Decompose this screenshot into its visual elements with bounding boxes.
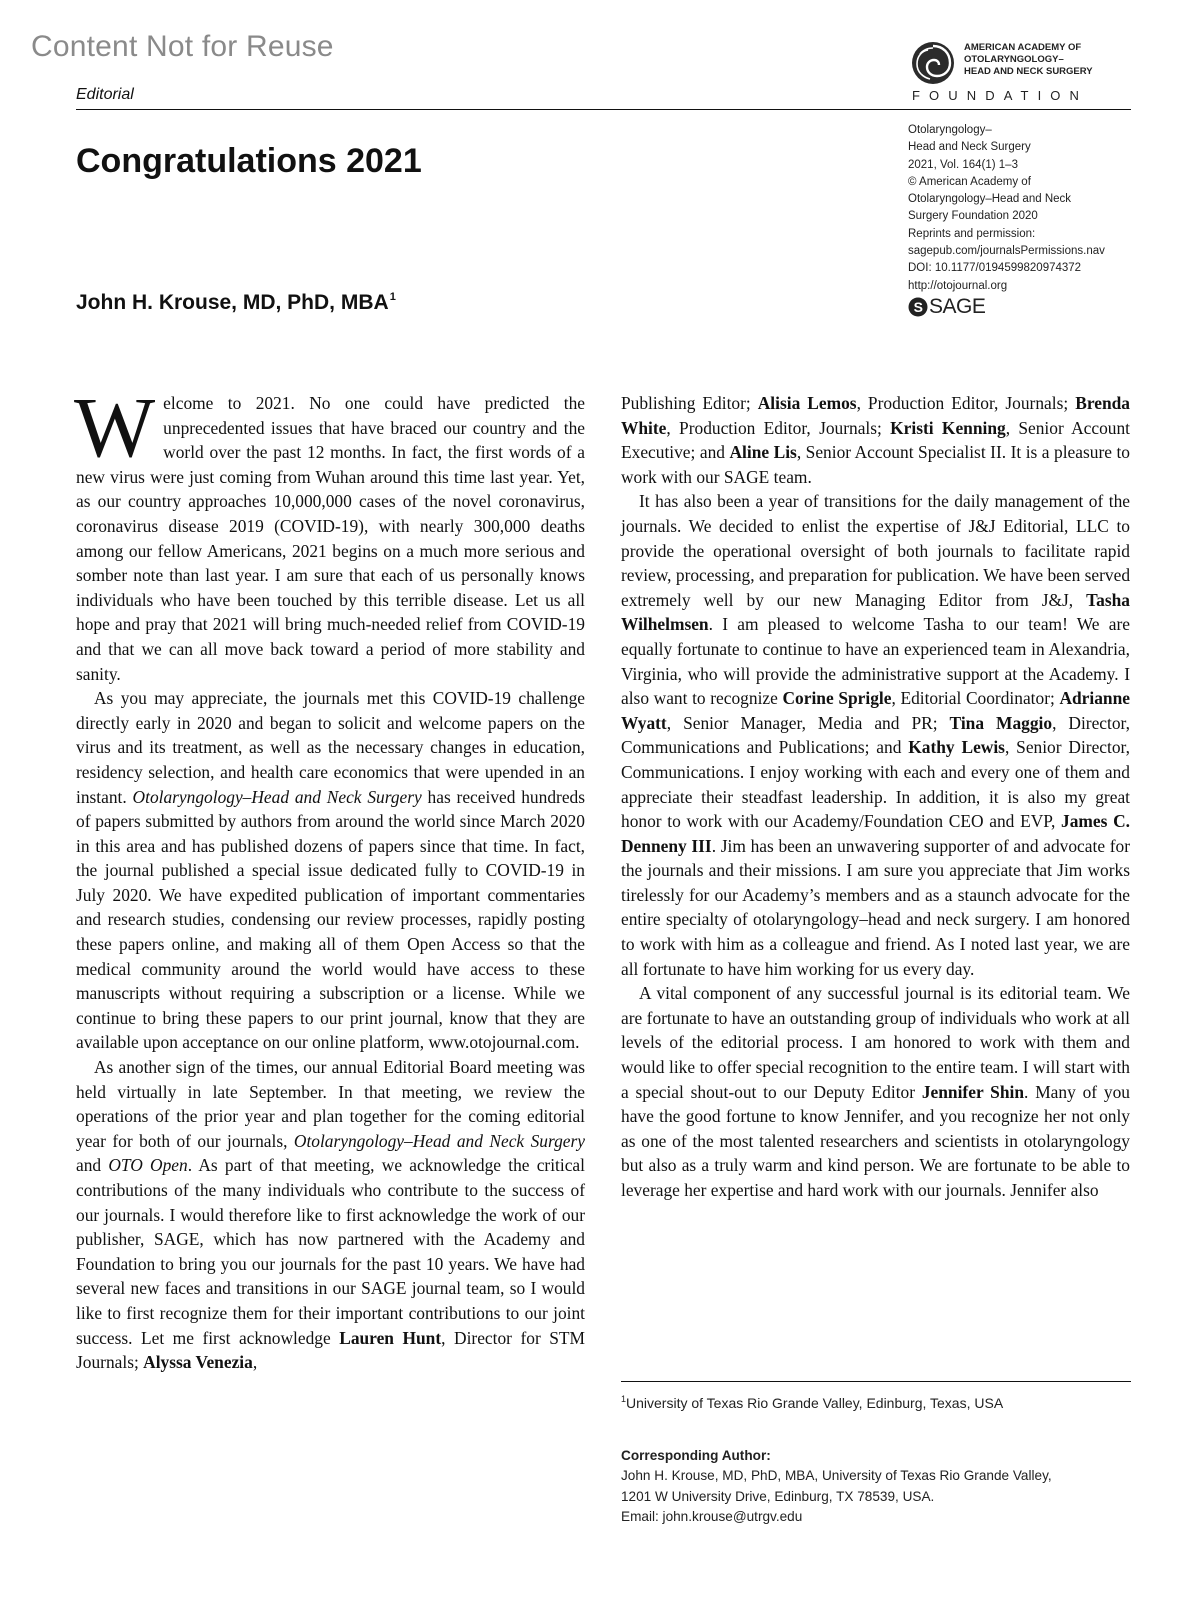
affiliation-text: University of Texas Rio Grande Valley, Edinburg, Texas, USA — [626, 1395, 1004, 1411]
author-name: John H. Krouse, MD, PhD, MBA — [76, 291, 389, 314]
person-name: Tina Maggio — [949, 712, 1053, 733]
journal-info-line: Surgery Foundation 2020 — [908, 210, 1038, 223]
journal-info-line: Head and Neck Surgery — [908, 141, 1031, 154]
journal-name: OTO Open — [108, 1155, 188, 1176]
sage-mark-icon — [908, 297, 928, 317]
journal-name: Otolaryngology–Head and Neck Surgery — [293, 1130, 585, 1151]
body-column-left — [74, 379, 585, 1375]
journal-info-line: Reprints and permission: — [908, 227, 1036, 240]
person-name: Corine Sprigle — [782, 688, 892, 709]
journal-info-line: © American Academy of — [908, 175, 1031, 188]
corresponding-line: John H. Krouse, MD, PhD, MBA, University of Texas Rio Grande Valley, — [621, 1468, 1052, 1484]
header-rule — [76, 109, 1131, 110]
corresponding-email: Email: john.krouse@utrgv.edu — [621, 1509, 803, 1525]
corresponding-label: Corresponding Author: — [621, 1448, 771, 1463]
journal-info-line: Otolaryngology–Head and Neck — [908, 193, 1072, 206]
person-name: Alisia Lemos — [757, 393, 857, 413]
svg-text:S: S — [913, 299, 923, 315]
corresponding-line: 1201 W University Drive, Edinburg, TX 78539, USA. — [621, 1488, 935, 1504]
person-name: Kathy Lewis — [908, 737, 1005, 758]
person-name: Brenda White — [621, 393, 1130, 438]
affiliation-marker: 1 — [389, 291, 396, 303]
body-column-right — [621, 391, 1130, 1203]
foundation-logo — [910, 40, 1140, 106]
journal-info-line: 2021, Vol. 164(1) 1–3 — [908, 158, 1018, 171]
person-name: Tasha Wilhelmsen — [621, 589, 1130, 635]
person-name: Kristi Kenning — [890, 417, 1006, 438]
person-name: Adrianne Wyatt — [621, 688, 1130, 733]
paragraph: It has also been a year of transitions for the daily management of the journals. We decided to enlist the expertise of J&J Editorial, LLC to provide the operational oversight of both journals to facilitate rapid review, processing, and preparation for publication. We have been served extremely well by our new Managing Editor from J&J, Tasha Wilhelmsen. I am pleased to welcome Tasha to our team! We are equally fortunate to continue to have an experienced team in Alexandria, Virginia, who will provide the administrative support at the Academy. I also want to recognize Corine Sprigle, Editorial Coordinator; Adrianne Wyatt, Senior Manager, Media and PR; Tina Maggio, Director, Communications and Publications; and Kathy Lewis, Senior Director, Communications. I enjoy working with each and every one of them and appreciate their steadfast leadership. In addition, it is also my great honor to work with our Academy/Foundation CEO and EVP, James C. Denneny III. Jim has been an unwavering supporter of and advocate for the journals and their missions. I am sure you appreciate that Jim works tirelessly for our Academy’s members and as a staunch advocate for the entire specialty of otolaryngology–head and neck surgery. I am honored to work with him as a colleague and friend. As I noted last year, we are all fortunate to have him working for us every day. — [621, 491, 1131, 979]
sage-logo-text: SAGE — [929, 295, 986, 318]
logo-line: HEAD AND NECK SURGERY — [964, 66, 1093, 77]
journal-info — [908, 122, 1138, 295]
paragraph: As you may appreciate, the journals met this COVID-19 challenge directly early in 2020 and began to solicit and welcome papers on the virus and its treatment, as well as the necessary changes in education, residency selection, and health care economics that were upended in an instant. Otolaryngology–Head and Neck Surgery has received hundreds of papers submitted by authors from around the world since March 2020 in this area and has published dozens of papers since that time. In fact, the journal published a special issue dedicated fully to COVID-19 in July 2020. We have expedited publication of important commentaries and research studies, condensing our review processes, rapidly posting these papers online, and making all of them Open Access so that the medical community around the world would have access to these manuscripts without requiring a subscription or a license. While we continue to bring these papers to our print journal, know that they are available upon acceptance on our online platform, www.otojournal.com. — [76, 688, 585, 1053]
journal-name: Otolaryngology–Head and Neck Surgery — [132, 786, 422, 807]
person-name: Lauren Hunt — [339, 1327, 442, 1348]
journal-info-line: Otolaryngology– — [908, 124, 992, 136]
journal-info-line: DOI: 10.1177/0194599820974372 — [908, 262, 1082, 275]
affiliation-footnote — [621, 1394, 1141, 1411]
article-title: Congratulations 2021 — [76, 142, 422, 180]
watermark: Content Not for Reuse — [31, 30, 334, 63]
footnote-marker: 1 — [621, 1394, 627, 1404]
section-label: Editorial — [76, 86, 134, 103]
drop-cap: W — [74, 379, 156, 475]
paragraph: As another sign of the times, our annual Editorial Board meeting was held virtually in late September. In that meeting, we review the operations of the prior year and plan together for the coming editorial year for both of our journals, Otolaryngology–Head and Neck Surgery and OTO Open. As part of that meeting, we acknowledge the critical contributions of the many individuals who contribute to the success of our journals. I would therefore like to first acknowledge the work of our publisher, SAGE, which has now partnered with the Academy and Foundation to bring you our journals for the past 10 years. We have had several new faces and transitions in our SAGE journal team, so I would like to first recognize them for their important contributions to our joint success. Let me first acknowledge Lauren Hunt, Director for STM Journals; Alyssa Venezia, — [76, 1057, 585, 1373]
footnote-rule — [621, 1381, 1131, 1382]
journal-info-line: http://otojournal.org — [908, 279, 1008, 292]
journal-info-line: sagepub.com/journalsPermissions.nav — [908, 245, 1105, 258]
logo-text — [964, 42, 1093, 78]
logo-foundation-text: FOUNDATION — [912, 88, 1088, 103]
logo-line: OTOLARYNGOLOGY– — [964, 54, 1064, 65]
person-name: Aline Lis — [729, 442, 797, 463]
corresponding-author — [621, 1446, 1141, 1528]
paragraph: Welcome to 2021. No one could have predicted the unprecedented issues that have braced our country and the world over the past 12 months. In fact, the first words of a new virus were just coming from Wuhan around this time last year. Yet, as our country approaches 10,000,000 cases of the novel coronavirus, coronavirus disease 2019 (COVID-19), with nearly 300,000 deaths among our fellow Americans, 2021 begins on a much more serious and somber note than last year. I am sure that each of us personally knows individuals who have been touched by this terrible disease. Let us all hope and pray that 2021 will bring much-needed relief from COVID-19 and that we can all move back toward a period of more stability and sanity. — [74, 379, 585, 684]
paragraph: Publishing Editor; Alisia Lemos, Production Editor, Journals; Brenda White, Production Editor, Journals; Kristi Kenning, Senior Account Executive; and Aline Lis, Senior Account Specialist II. It is a pleasure to work with our SAGE team. — [621, 393, 1130, 487]
author-line — [76, 291, 396, 315]
sage-logo — [908, 295, 985, 321]
paragraph: A vital component of any successful journal is its editorial team. We are fortunate to have an outstanding group of individuals who work at all levels of the editorial process. I am honored to work with them and would like to offer special recognition to the entire team. I will start with a special shout-out to our Deputy Editor Jennifer Shin. Many of you have the good fortune to know Jennifer, and you recognize her not only as one of the most talented researchers and scientists in otolaryngology but also as a truly warm and kind person. We are fortunate to be able to leverage her expertise and hard work with our journals. Jennifer also — [621, 983, 1130, 1200]
person-name: Jennifer Shin — [921, 1081, 1025, 1102]
person-name: Alyssa Venezia — [143, 1352, 253, 1373]
person-name: James C. Denneny III — [621, 811, 1130, 856]
logo-line: AMERICAN ACADEMY OF — [964, 42, 1082, 53]
spiral-logo-icon — [910, 40, 956, 86]
